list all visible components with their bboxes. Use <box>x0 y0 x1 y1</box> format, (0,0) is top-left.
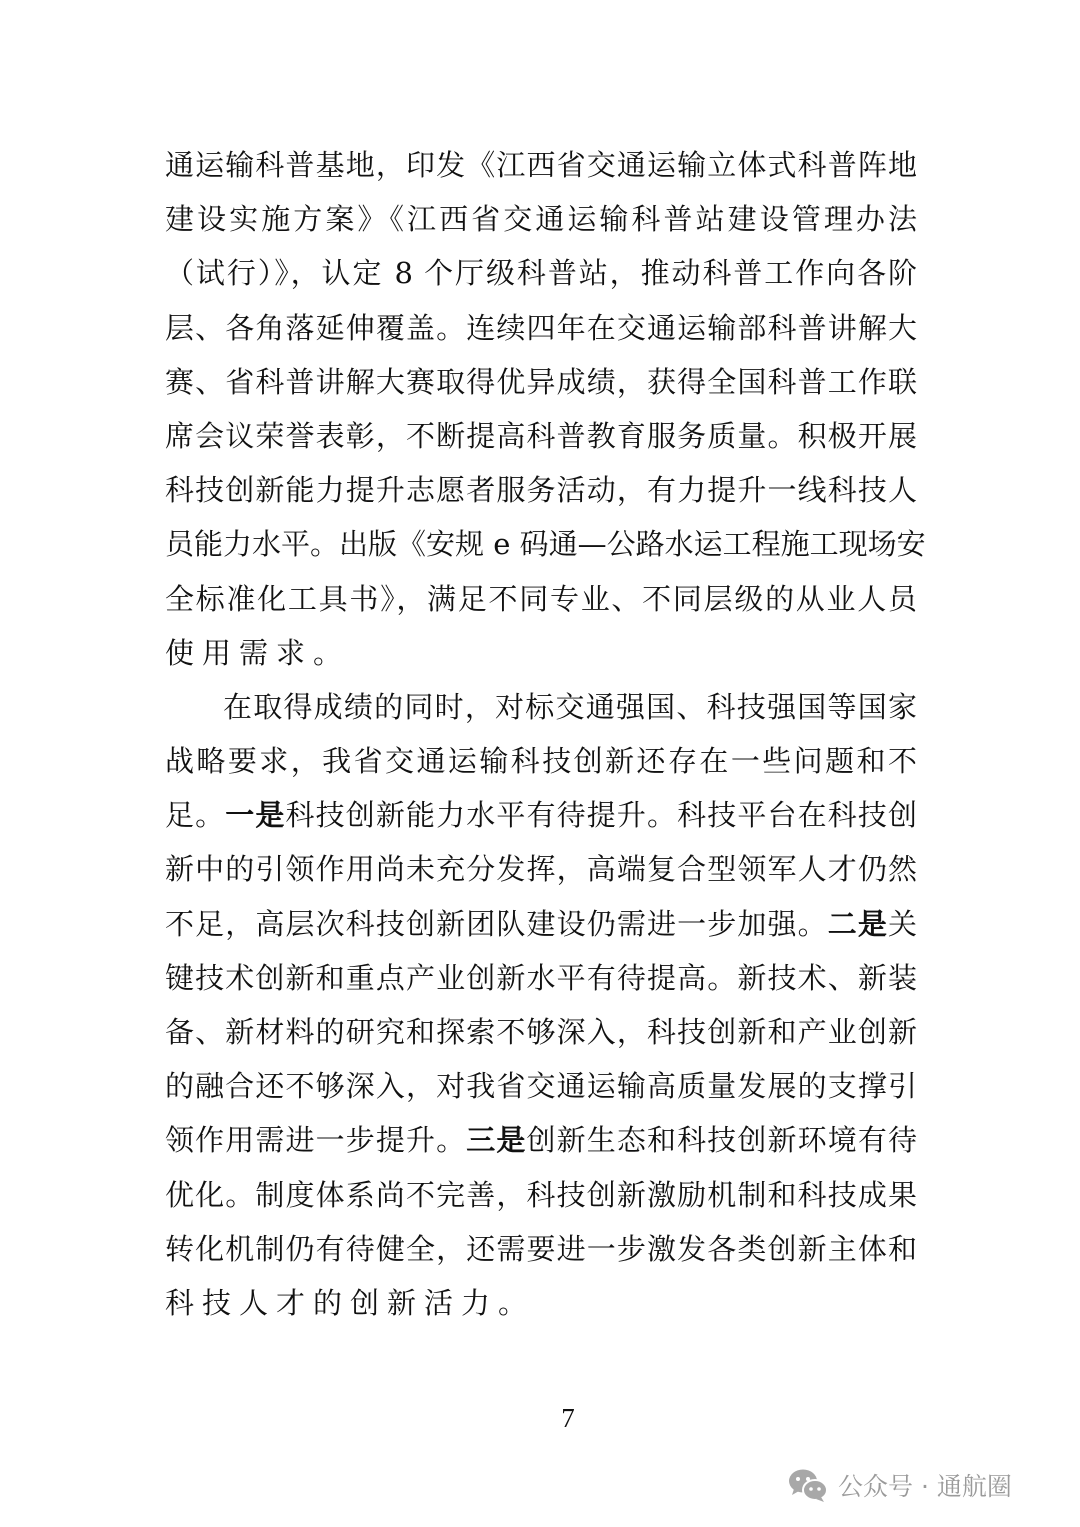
text-segment: 员能力水平。出版《安规 e 码通—公路水运工程施工现场安 <box>165 527 926 562</box>
text-line <box>165 842 917 896</box>
text-segment: 关 <box>887 906 917 941</box>
text-line <box>165 1168 917 1222</box>
text-segment: 层、各角落延伸覆盖。连续四年在交通运输部科普讲解大 <box>165 310 917 345</box>
text-line <box>165 1276 917 1330</box>
text-segment: 战略要求，我省交通运输科技创新还存在一些问题和不 <box>165 744 917 779</box>
text-segment: 科技创新能力水平有待提升。科技平台在科技创 <box>285 798 917 833</box>
text-line <box>165 409 917 463</box>
text-segment: 不足，高层次科技创新团队建设仍需进一步加强。 <box>165 906 828 941</box>
text-segment: 通运输科普基地，印发《江西省交通运输立体式科普阵地 <box>165 148 917 182</box>
text-line <box>165 355 917 409</box>
text-line <box>165 1222 917 1276</box>
text-segment: 建设实施方案》《江西省交通运输科普站建设管理办法 <box>165 202 917 237</box>
watermark-text: 公众号 · 通航圈 <box>838 1472 1012 1501</box>
text-segment: 足。 <box>165 798 226 833</box>
text-segment: 新中的引领作用尚未充分发挥，高端复合型领军人才仍然 <box>165 852 917 887</box>
text-segment: 创新生态和科技创新环境有待 <box>526 1123 917 1158</box>
text-line <box>165 192 917 246</box>
bold-text-segment: 二是 <box>827 906 888 941</box>
text-segment: 科技创新能力提升志愿者服务活动，有力提升一线科技人 <box>165 473 917 508</box>
text-segment: 全标准化工具书》，满足不同专业、不同层级的从业人员 <box>165 581 917 616</box>
text-line <box>165 572 917 626</box>
text-segment: 在取得成绩的同时，对标交通强国、科技强国等国家 <box>223 689 917 724</box>
text-line <box>165 1113 917 1167</box>
text-segment: 科技人才的创新活力。 <box>165 1285 536 1320</box>
text-line <box>165 951 917 1005</box>
text-line <box>165 463 917 517</box>
text-segment: 备、新材料的研究和探索不够深入，科技创新和产业创新 <box>165 1015 917 1049</box>
text-segment: 键技术创新和重点产业创新水平有待提高。新技术、新装 <box>165 960 917 995</box>
text-line <box>165 246 917 300</box>
document-body <box>165 138 926 1330</box>
text-segment: 转化机制仍有待健全，还需要进一步激发各类创新主体和 <box>165 1231 917 1266</box>
text-line <box>165 1005 917 1059</box>
watermark <box>788 1467 1012 1503</box>
text-line <box>165 138 917 192</box>
text-segment: 的融合还不够深入，对我省交通运输高质量发展的支撑引 <box>165 1069 917 1104</box>
text-segment: 领作用需进一步提升。 <box>165 1123 467 1158</box>
page-number: 7 <box>561 1403 575 1433</box>
text-line <box>165 517 926 571</box>
text-line <box>165 1059 917 1113</box>
text-segment: （试行）》，认定 8 个厅级科普站，推动科普工作向各阶 <box>165 256 917 291</box>
text-segment: 赛、省科普讲解大赛取得优异成绩，获得全国科普工作联 <box>165 364 917 399</box>
text-line <box>165 897 917 951</box>
text-segment: 使用需求。 <box>165 635 351 670</box>
text-line <box>165 626 917 680</box>
wechat-icon <box>788 1468 828 1502</box>
text-line <box>165 734 917 788</box>
text-segment: 优化。制度体系尚不完善，科技创新激励机制和科技成果 <box>165 1177 917 1212</box>
text-segment: 席会议荣誉表彰，不断提高科普教育服务质量。积极开展 <box>165 418 917 453</box>
text-line <box>165 680 917 734</box>
text-line <box>165 788 917 842</box>
bold-text-segment: 一是 <box>225 798 286 833</box>
bold-text-segment: 三是 <box>466 1123 527 1158</box>
text-line <box>165 301 917 355</box>
